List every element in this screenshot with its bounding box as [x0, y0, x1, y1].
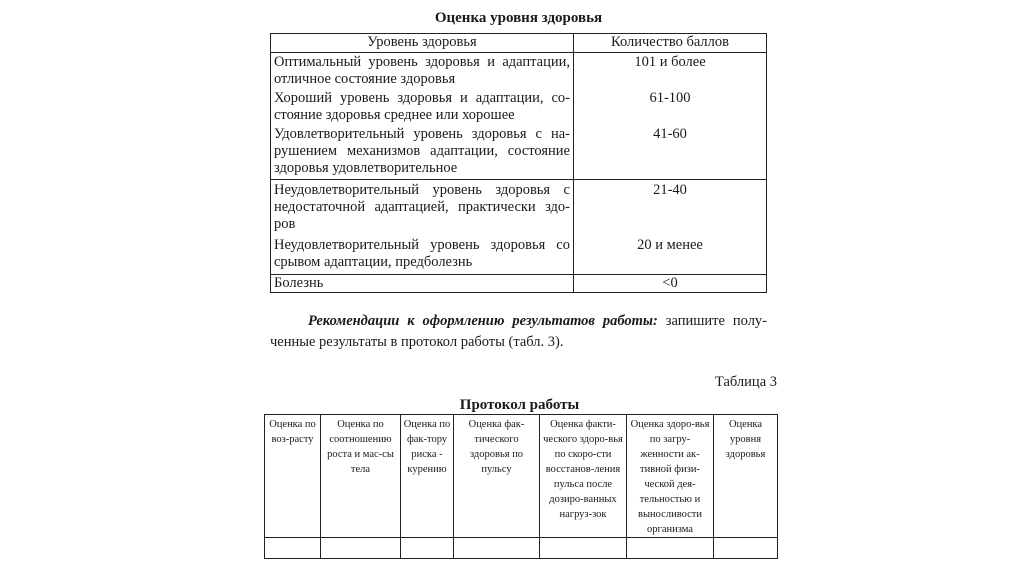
level-cell: Хороший уровень здоровья и адаптации, со-стояние здоровья среднее или хорошее — [271, 90, 574, 126]
table-row — [271, 126, 767, 180]
protocol-header-cell: Оценка по воз-расту — [265, 415, 321, 538]
table-number-label: Таблица 3 — [714, 374, 777, 390]
table-row — [271, 90, 767, 126]
protocol-header-cell: Оценка здоро-вья по загру-женности ак-тивной физи-ческой дея-тельностью и выносливости организма — [627, 415, 714, 538]
protocol-input-cell[interactable] — [401, 538, 454, 559]
protocol-input-cell[interactable] — [714, 538, 778, 559]
level-cell: Удовлетворительный уровень здоровья с на-рушением механизмов адаптации, состояние здоровья удовлетворительное — [271, 126, 574, 180]
protocol-input-row — [265, 538, 778, 559]
protocol-header-cell: Оценка по соотношению роста и мас-сы тела — [321, 415, 401, 538]
level-cell: Болезнь — [271, 275, 574, 293]
protocol-table-title: Протокол работы — [459, 397, 580, 413]
score-cell: 21-40 — [574, 180, 767, 236]
protocol-header-cell: Оценка фак-тического здоровья по пульсу — [454, 415, 540, 538]
recommendation-paragraph — [270, 311, 767, 353]
col-header-score: Количество баллов — [574, 34, 767, 53]
protocol-input-cell[interactable] — [454, 538, 540, 559]
health-level-table — [270, 33, 767, 293]
table-row — [271, 53, 767, 91]
score-cell: 61-100 — [574, 90, 767, 126]
protocol-header-row — [265, 415, 778, 538]
health-table-title: Оценка уровня здоровья — [434, 10, 603, 26]
protocol-input-cell[interactable] — [265, 538, 321, 559]
table-row — [271, 180, 767, 236]
recommendation-text: запишите полу-ченные результаты в протокол работы (табл. 3). — [270, 313, 768, 350]
protocol-table — [264, 414, 778, 559]
protocol-header-cell: Оценка по фак-тору риска - курению — [401, 415, 454, 538]
protocol-header-cell: Оценка факти-ческого здоро-вья по скоро-сти восстанов-ления пульса после дозиро-ванных нагруз-зок — [540, 415, 627, 538]
col-header-level: Уровень здоровья — [271, 34, 574, 53]
level-cell: Неудовлетворительный уровень здоровья с недостаточной адаптацией, практически здо-ров — [271, 180, 574, 236]
table-row — [271, 235, 767, 275]
score-cell: 41-60 — [574, 126, 767, 180]
table-row — [271, 275, 767, 293]
recommendation-label: Рекомендации к оформлению результатов работы: — [308, 313, 658, 329]
protocol-input-cell[interactable] — [321, 538, 401, 559]
score-cell: <0 — [574, 275, 767, 293]
score-cell: 101 и более — [574, 53, 767, 91]
score-cell: 20 и менее — [574, 235, 767, 275]
protocol-input-cell[interactable] — [540, 538, 627, 559]
level-cell: Неудовлетворительный уровень здоровья со срывом адаптации, предболезнь — [271, 235, 574, 275]
level-cell: Оптимальный уровень здоровья и адаптации, отличное состояние здоровья — [271, 53, 574, 91]
table-header-row — [271, 34, 767, 53]
protocol-input-cell[interactable] — [627, 538, 714, 559]
protocol-header-cell: Оценка уровня здоровья — [714, 415, 778, 538]
